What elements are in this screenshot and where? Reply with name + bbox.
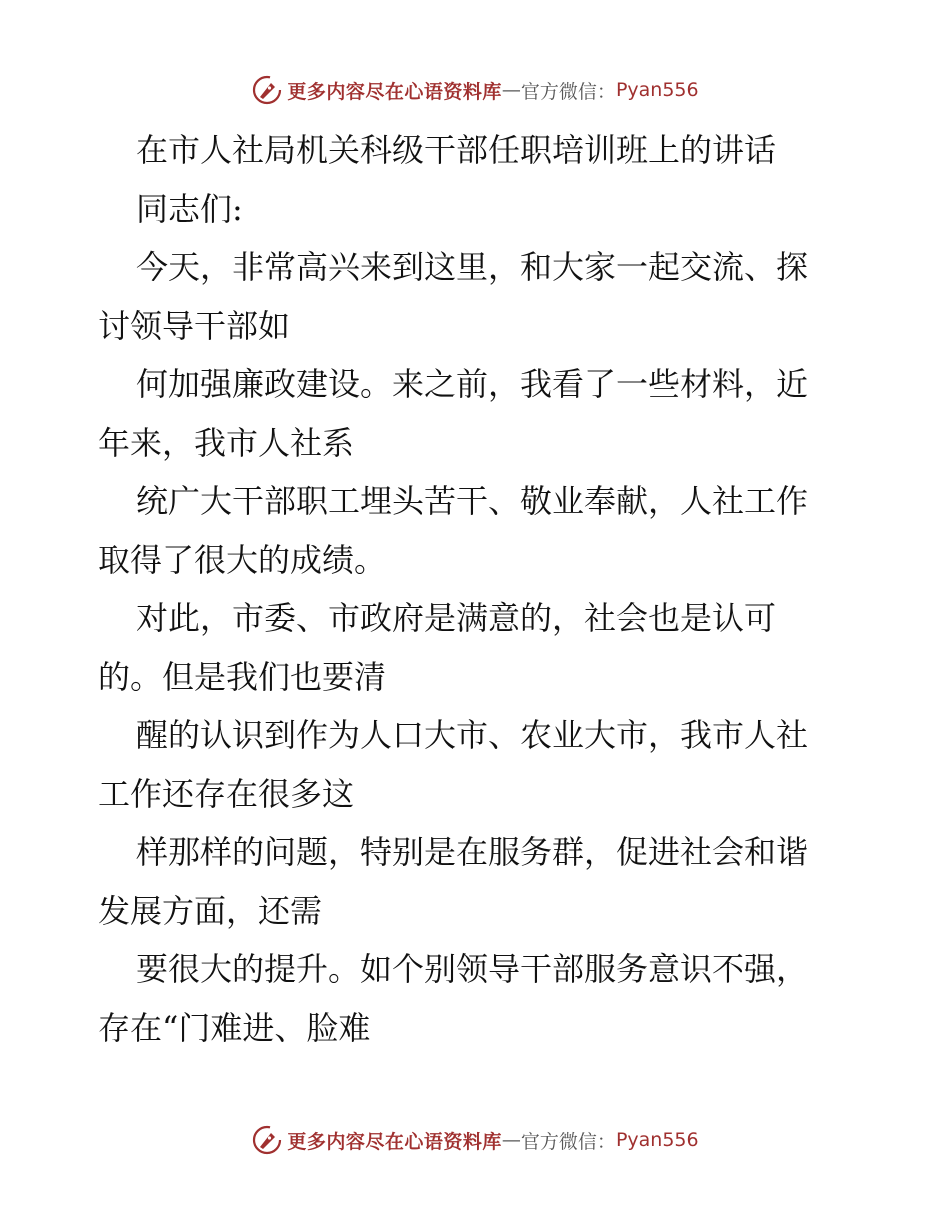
text-line: 发展方面，还需	[98, 891, 323, 930]
text-line: 的。但是我们也要清	[98, 657, 387, 696]
text-line: 统广大干部职工埋头苦干、敬业奉献，人社工作	[136, 482, 809, 520]
text-line: 今天，非常高兴来到这里，和大家一起交流、探	[136, 248, 809, 286]
banner-wechat-id: Pyan556	[615, 1129, 699, 1151]
text-line: 年来，我市人社系	[98, 423, 355, 462]
text-line: 要很大的提升。如个别领导干部服务意识不强，	[136, 950, 809, 988]
pen-nib-logo-icon	[251, 74, 283, 106]
banner-text: 更多内容尽在心语资料库	[287, 80, 502, 103]
banner-separator: —	[501, 79, 521, 101]
text-line: 存在“门难进、脸难	[98, 1008, 371, 1047]
salutation: 同志们:	[136, 189, 243, 228]
text-line: 工作还存在很多这	[98, 774, 355, 813]
document-title: 在市人社局机关科级干部任职培训班上的讲话	[136, 131, 777, 169]
banner-wechat-label: 官方微信：	[520, 1130, 616, 1153]
footer-banner	[0, 1120, 950, 1160]
document-body	[98, 121, 858, 1057]
text-line: 何加强廉政建设。来之前，我看了一些材料，近	[136, 365, 809, 403]
text-line: 取得了很大的成绩。	[98, 540, 387, 579]
banner-wechat-id: Pyan556	[615, 79, 699, 101]
banner-wechat-label: 官方微信：	[520, 80, 616, 103]
text-line: 对此，市委、市政府是满意的，社会也是认可	[136, 599, 777, 637]
banner-text: 更多内容尽在心语资料库	[287, 1130, 502, 1153]
text-line: 醒的认识到作为人口大市、农业大市，我市人社	[136, 716, 809, 754]
text-line: 样那样的问题，特别是在服务群，促进社会和谐	[136, 833, 809, 871]
header-banner	[0, 70, 950, 110]
banner-separator: —	[501, 1129, 521, 1151]
pen-nib-logo-icon	[251, 1124, 283, 1156]
text-line: 讨领导干部如	[98, 306, 291, 345]
